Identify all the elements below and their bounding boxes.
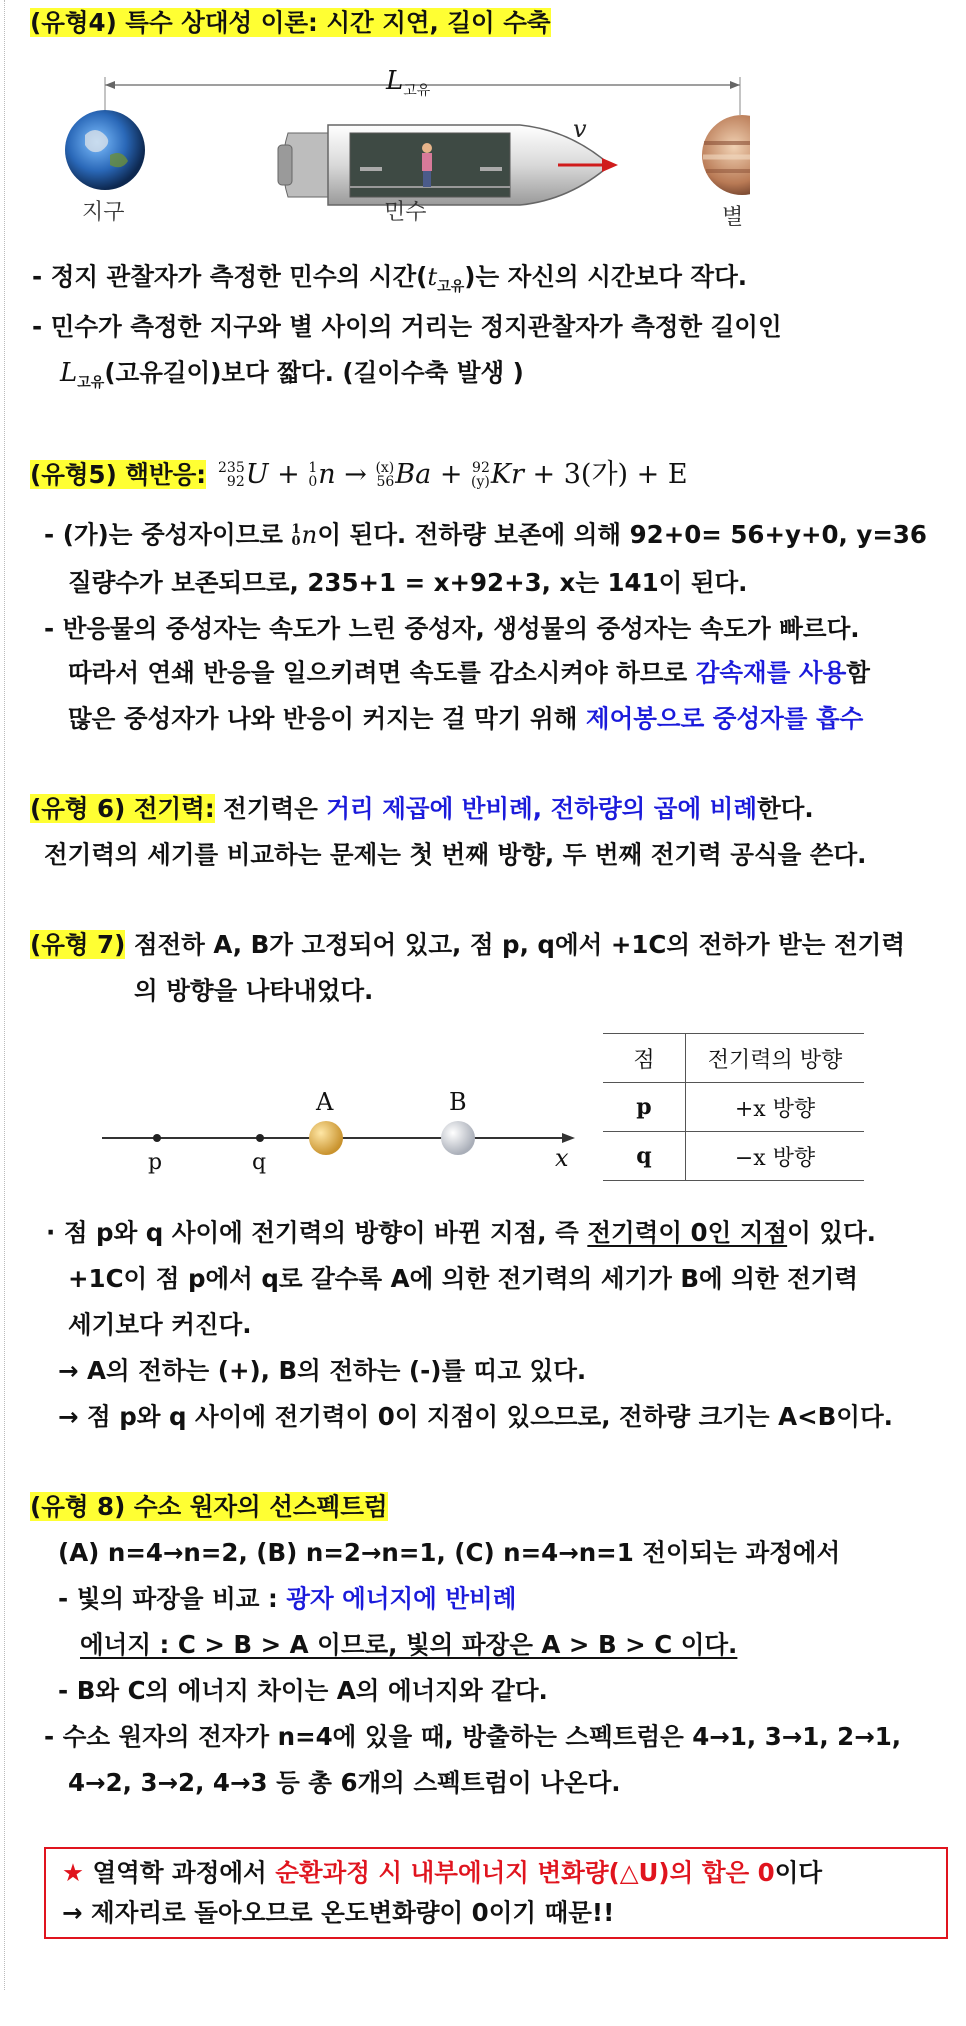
type5-line3: - 반응물의 중성자는 속도가 느린 중성자, 생성물의 중성자는 속도가 빠르다. [44,614,860,643]
star-planet-icon [702,115,750,195]
star-label: 별 [722,205,744,230]
charge-b [441,1121,475,1155]
label-b: B [449,1088,467,1116]
charge-a [309,1121,343,1155]
type5-heading: (유형5) 핵반응: [30,460,207,489]
type6-line2: 전기력의 세기를 비교하는 문제는 첫 번째 방향, 두 번째 전기력 공식을 쓴다. [44,840,867,869]
point-q [256,1134,264,1142]
table-row: q −x 방향 [603,1132,864,1181]
type7-heading: (유형 7) [30,930,126,959]
note-line1: ★ 열역학 과정에서 순환과정 시 내부에너지 변화량(△U)의 합은 0이다 [62,1858,823,1887]
type8-line4: - B와 C의 에너지 차이는 A의 에너지와 같다. [58,1676,548,1705]
type5-line5: 많은 중성자가 나와 반응이 커지는 걸 막기 위해 제어봉으로 중성자를 흡수 [68,704,864,733]
note-line2: → 제자리로 돌아오므로 온도변화량이 0이기 때문!! [62,1898,615,1927]
label-a: A [316,1088,334,1116]
type4-bullet1: - 정지 관찰자가 측정한 민수의 시간$(t_{고유})$는 자신의 시간보다 작다. [32,262,748,295]
type8-line1: (A) n=4→n=2, (B) n=2→n=1, (C) n=4→n=1 전이되는 과정에서 [58,1538,841,1567]
type5-line1: - (가)는 중성자이므로 1 0n이 된다. 전하량 보존에 의해 92+0= 56+y+0, y=36 [44,520,927,549]
charge-axis-figure [100,1090,580,1180]
type8-line6: 4→2, 3→2, 4→3 등 총 6개의 스펙트럼이 나온다. [68,1768,621,1797]
label-p: p [148,1150,163,1175]
nuclear-equation: 235 92U + 1 0n → (x) 56Ba + 92 (y)Kr + 3(가) + E [218,459,688,490]
label-x: x [555,1144,569,1172]
type6-heading: (유형 6) 전기력: [30,794,215,823]
type7-bullet1: · 점 p와 q 사이에 전기력의 방향이 바뀐 지점, 즉 전기력이 0인 지점이 있다. [46,1218,876,1247]
star-icon: ★ [62,1858,84,1887]
type7-bullet4: → A의 전하는 (+), B의 전하는 (-)를 띠고 있다. [58,1356,587,1385]
type8-line3: 에너지 : C > B > A 이므로, 빛의 파장은 A > B > C 이다. [80,1630,738,1659]
type7-line1: (유형 7) 점전하 A, B가 고정되어 있고, 점 p, q에서 +1C의 전하가 받는 전기력 [30,930,905,959]
velocity-label: v [573,115,587,143]
earth-label: 지구 [82,200,125,225]
type4-bullet2-line1: - 민수가 측정한 지구와 별 사이의 거리는 정지관찰자가 측정한 길이인 [32,312,782,341]
type4-heading: (유형4) 특수 상대성 이론: 시간 지연, 길이 수축 [30,8,551,37]
type7-bullet3: 세기보다 커진다. [68,1310,252,1339]
type8-heading: (유형 8) 수소 원자의 선스펙트럼 [30,1492,388,1521]
force-direction-table [603,1033,864,1181]
table-header-row: 점 전기력의 방향 [603,1034,864,1083]
type7-line2: 의 방향을 나타내었다. [134,976,374,1005]
type8-line5: - 수소 원자의 전자가 n=4에 있을 때, 방출하는 스펙트럼은 4→1, 3→1, 2→1, [44,1722,902,1751]
type7-bullet2: +1C이 점 p에서 q로 갈수록 A에 의한 전기력의 세기가 B에 의한 전기력 [68,1264,859,1293]
type5-line2: 질량수가 보존되므로, 235+1 = x+92+3, x는 141이 된다. [68,568,748,597]
earth-icon [65,110,145,190]
type6-line1: (유형 6) 전기력: 전기력은 거리 제곱에 반비례, 전하량의 곱에 비례한다. [30,794,814,823]
length-label: $L_{고유}$ [386,66,431,100]
point-p [153,1134,161,1142]
type7-bullet5: → 점 p와 q 사이에 전기력이 0이 지점이 있으므로, 전하량 크기는 A<B이다. [58,1402,893,1431]
label-q: q [252,1150,267,1175]
type4-bullet2-line2: $L_{고유}$(고유길이)보다 짧다. (길이수축 발생 ) [60,358,524,391]
page-margin-line [4,0,5,1990]
type5-line4: 따라서 연쇄 반응을 일으키려면 속도를 감소시켜야 하므로 감속재를 사용함 [68,658,870,687]
type8-line2: - 빛의 파장을 비교 : 광자 에너지에 반비례 [58,1584,517,1613]
minsu-label: 민수 [384,200,427,225]
table-row: p +x 방향 [603,1083,864,1132]
